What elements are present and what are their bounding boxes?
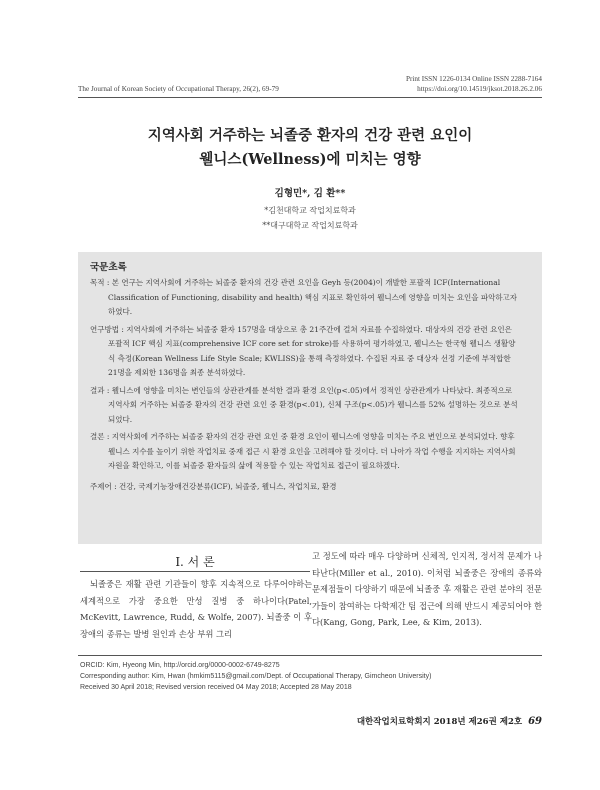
footnote-received: Received 30 April 2018; Revised version received 04 May 2018; Accepted 28 May 2018 — [80, 684, 352, 691]
footnote-rule — [78, 655, 542, 656]
affiliation-2: **대구대학교 작업치료학과 — [262, 221, 358, 230]
abstract-conclusion: 결론 : 지역사회에 거주하는 뇌졸중 환자의 건강 관련 요인 중 환경 요인이 웰니스에 영향을 미치는 주요 변인으로 분석되었다. 향후 웰니스 지수를 높이기 위한 작업치료 중재 접근 시 환경 요인을 고려해야 할 것이다. 더 나아가 작업 수행을 지지하는 지역사회 자원을 확인하고, 이를 뇌졸중 환자들의 삶에 적용할 수 있는 작업치료 접근이 필요하겠다. — [90, 432, 516, 470]
body-column-2: 고 정도에 따라 매우 다양하며 신체적, 인지적, 정서적 문제가 나타난다(Miller et al., 2010). 이처럼 뇌졸중은 장애의 종류와 문제점들이 다양하기 때문에 뇌졸중 후 재활은 관련 분야의 전문가들이 참여하는 다학제간 팀 접근에 의해 반드시 제공되어야 한다(Kang, Gong, Park, Lee, & Kim, 2013). — [312, 551, 542, 627]
page-footer — [357, 715, 542, 727]
journal-citation: The Journal of Korean Society of Occupational Therapy, 26(2), 69-79 — [78, 85, 279, 93]
section-rule — [80, 571, 310, 572]
body-column-1: 뇌졸중은 재활 관련 기관들이 향후 지속적으로 다루어야하는 세계적으로 가장 중요한 만성 질병 중 하나이다(Patel, McKevitt, Lawrence, Rudd, & Wolfe, 2007). 뇌졸중 이 후 장애의 종류는 발병 원인과 손상 부위 그리 — [80, 579, 312, 639]
abstract-result: 결과 : 웰니스에 영향을 미치는 변인들의 상관관계를 분석한 결과 환경 요인(p<.05)에서 정적인 상관관계가 나타났다. 최종적으로 지역사회 거주하는 뇌졸중 환자의 건강 관련 요인 중 환경(p<.01), 신체 구조(p<.05)가 웰니스를 52% 설명하는 것으로 분석되었다. — [90, 385, 518, 424]
authors: 김형민*, 김 환** — [274, 188, 346, 199]
paper-title — [78, 124, 542, 172]
abstract-purpose: 목적 : 본 연구는 지역사회에 거주하는 뇌졸중 환자의 건강 관련 요인을 Geyh 등(2004)이 개발한 포괄적 ICF(International Classification of Functioning, disability and health) 핵심 지표로 확인하여 웰니스에 영향을 미치는 요인을 파악하고자 하였다. — [90, 278, 518, 316]
page-number: 69 — [528, 716, 542, 727]
footnote-orcid: ORCID: Kim, Hyeong Min, http://orcid.org/0000-0002-6749-8275 — [80, 662, 280, 669]
footnote-corresponding: Corresponding author: Kim, Hwan (hmkim5115@gmail.com/Dept. of Occupational Therapy, Gimcheon University) — [80, 673, 432, 680]
abstract-keywords: 주제어 : 건강, 국제기능장애건강분류(ICF), 뇌졸중, 웰니스, 작업치료, 환경 — [90, 481, 337, 491]
doi-link[interactable]: https://doi.org/10.14519/jksot.2018.26.2.06 — [417, 85, 542, 93]
title-line-1: 지역사회 거주하는 뇌졸중 환자의 건강 관련 요인이 — [147, 127, 473, 144]
abstract-body — [90, 276, 518, 497]
issn: Print ISSN 1226-0134 Online ISSN 2288-7164 — [406, 75, 542, 83]
abstract-heading: 국문초록 — [90, 262, 127, 273]
section-heading: Ⅰ. 서 론 — [175, 555, 215, 569]
title-line-2: 웰니스(Wellness)에 미치는 영향 — [199, 151, 421, 168]
footnotes — [80, 660, 431, 693]
affiliation-1: *김천대학교 작업치료학과 — [264, 206, 356, 215]
footer-journal: 대한작업치료학회지 2018년 제26권 제2호 — [356, 717, 523, 727]
header-rule — [78, 97, 542, 98]
abstract-method: 연구방법 : 지역사회에 거주하는 뇌졸중 환자 157명을 대상으로 총 21주간에 걸쳐 자료를 수집하였다. 대상자의 건강 관련 요인은 포괄적 ICF 핵심 지표(comprehensive ICF core set for stroke)를 사용하여 평가하였고, 웰니스는 한국형 웰니스 생활양식 측정(Korean Wellness Life Style Scale; KWLISS)을 통해 측정하였다. 수집된 자료 중 대상자 선정 기준에 부적합한 21명을 제외한 136명을 최종 분석하였다. — [90, 324, 516, 377]
